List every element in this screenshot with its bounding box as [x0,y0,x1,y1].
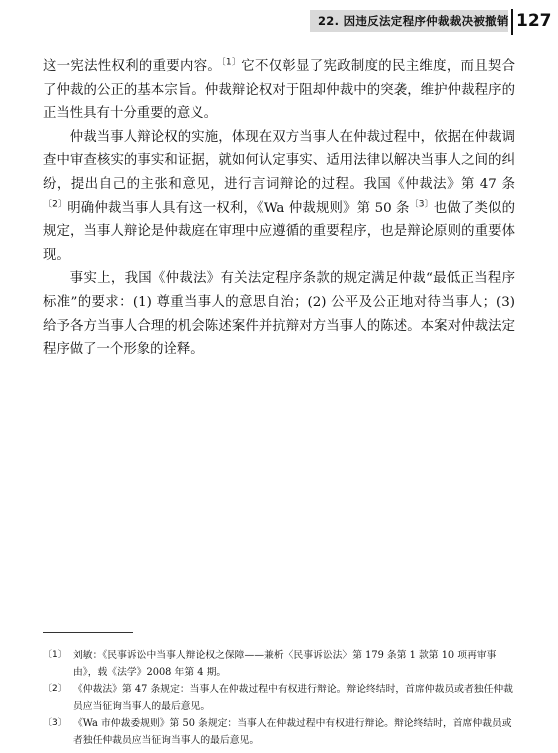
paragraph-1-text-b: 它不仅彰显了宪政制度的民主维度，而且契合了仲裁的公正的基本宗旨。仲裁辩论权对于阻却仲裁中的突袭，维护仲裁程序的正当性具有十分重要的意义。 [43,59,516,122]
footnote-ref-1: 〔1〕 [221,57,242,68]
footnote-ref-2: 〔2〕 [43,199,68,210]
footnote-3-mark: 〔3〕 [43,718,67,728]
footnote-2 [43,681,515,715]
footnote-1-text: 刘敏：《民事诉讼中当事人辩论权之保障——兼析〈民事诉讼法〉第 179 条第 1 款第 10 项再审事由》，载《法学》2008 年第 4 期。 [73,650,497,678]
footnote-ref-3: 〔3〕 [409,199,434,210]
footnote-separator [43,632,133,633]
paragraph-3: 事实上，我国《仲裁法》有关法定程序条款的规定满足仲裁“最低正当程序标准”的要求：(1) 尊重当事人的意思自治；(2) 公平及公正地对待当事人；(3) 给予各方当事人合理的机会陈述案件并抗辩对方当事人的陈述。本案对仲裁法定程序做了一个形象的诠释。 [43,271,515,358]
footnote-1-mark: 〔1〕 [43,650,67,660]
paragraph-2-text-a: 仲裁当事人辩论权的实施，体现在双方当事人在仲裁过程中，依据在仲裁调查中审查核实的事实和证据，就如何认定事实、适用法律以解决当事人之间的纠纷，提出自己的主张和意见，进行言词辩论的过程。我国《仲裁法》第 47 条 [43,129,515,192]
running-header-title: 22. 因违反法定程序仲裁裁决被撤销 [318,14,509,28]
footnote-2-text: 《仲裁法》第 47 条规定：当事人在仲裁过程中有权进行辩论。辩论终结时，首席仲裁员或者独任仲裁员应当征询当事人的最后意见。 [73,684,513,712]
paragraph-1-text-a: 这一宪法性权利的重要内容。 [43,59,222,74]
footnote-2-mark: 〔2〕 [43,684,67,694]
body-text [43,55,515,362]
footnotes [43,647,515,749]
paragraph-2-text-b: 明确仲裁当事人具有这一权利，《Wa 仲裁规则》第 50 条 [67,200,410,216]
page-number: 127 [516,11,552,31]
paragraph-2-text-c: 也做了类似的规定，当事人辩论是仲裁庭在审理中应遵循的重要程序，也是辩论原则的重要体现。 [43,200,515,263]
footnote-3 [43,715,515,749]
footnote-3-text: 《Wa 市仲裁委规则》第 50 条规定：当事人在仲裁过程中有权进行辩论。辩论终结时，首席仲裁员或者独任仲裁员应当征询当事人的最后意见。 [73,718,512,746]
footnote-1 [43,647,515,681]
paragraph-2 [43,126,515,268]
header-divider [511,9,513,35]
paragraph-1 [43,55,515,126]
